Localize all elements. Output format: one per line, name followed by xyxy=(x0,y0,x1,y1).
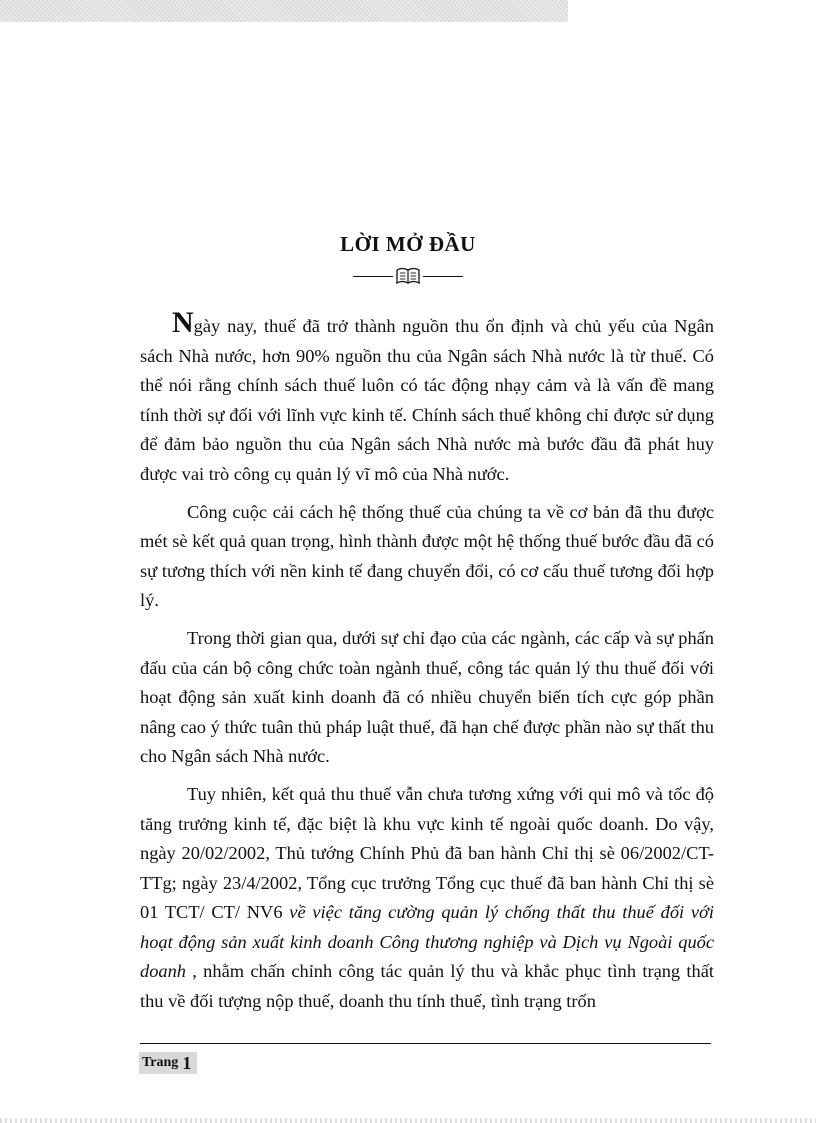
paragraph-3: Trong thời gian qua, dưới sự chỉ đạo của các ngành, các cấp và sự phấn đấu của cán bộ công chức toàn ngành thuế, công tác quản lý thu thuế đối với hoạt động sản xuất kinh doanh đã có nhiều chuyển biến tích cực góp phần nâng cao ý thức tuân thủ pháp luật thuế, đã hạn chế được phần nào sự thất thu cho Ngân sách Nhà nước. xyxy=(140,627,714,767)
paragraph-4-text-start: Tuy nhiên, kết quả thu thuế vẫn chưa tương xứng với qui mô và tốc độ tăng trưởng kinh tế, đặc biệt là khu vực kinh tế ngoài quốc doanh. Do vậy, ngày 20/02/2002, Thủ tướng Chính Phủ đã ban hành Chỉ thị sè 06/2002/CT-TTg; ngày 23/4/2002, Tổng cục trưởng Tổng cục thuế đã ban hành Chỉ thị sè 01 TCT/ CT/ NV6 xyxy=(140,783,714,923)
open-book-icon xyxy=(395,266,421,286)
paragraph-2: Công cuộc cải cách hệ thống thuế của chúng ta về cơ bản đã thu được mét sè kết quả quan trọng, hình thành được một hệ thống thuế bước đầu đã có sự tương thích với nền kinh tế đang chuyển đổi, có cơ cấu thuế tương đối hợp lý. xyxy=(140,501,714,611)
heading-ornament xyxy=(0,266,816,286)
footer-divider xyxy=(140,1043,711,1044)
drop-cap: N xyxy=(172,306,194,339)
document-body xyxy=(140,306,714,1025)
paragraph-1-text: gày nay, thuế đã trở thành nguồn thu ổn định và chủ yếu của Ngân sách Nhà nước, hơn 90% nguồn thu của Ngân sách Nhà nước là từ thuế. Có thể nói rằng chính sách thuế luôn có tác động nhạy cảm và là vấn đề mang tính thời sự đối với lĩnh vực kinh tế. Chính sách thuế không chỉ được sử dụng để đảm bảo nguồn thu của Ngân sách Nhà nước mà bước đầu đã phát huy được vai trò công cụ quản lý vĩ mô của Nhà nước. xyxy=(140,316,714,484)
page-number-badge xyxy=(139,1052,197,1074)
ornament-rule-right xyxy=(423,276,463,277)
ornament-rule-left xyxy=(353,276,393,277)
top-decorative-band xyxy=(0,0,568,22)
paragraph-1 xyxy=(140,306,714,490)
directive-title: về việc tăng cường quản lý chống thất thu thuế đối với hoạt động sản xuất kinh doanh Công thương nghiệp và Dịch vụ Ngoài quốc doanh xyxy=(140,902,714,982)
bottom-decorative-band xyxy=(0,1118,816,1123)
page-label: Trang xyxy=(142,1055,179,1070)
page-heading: LỜI MỞ ĐẦU xyxy=(340,232,476,256)
paragraph-4-text-end: , nhằm chấn chỉnh công tác quản lý thu và khắc phục tình trạng thất thu về đối tượng nộp thuế, doanh thu tính thuế, tình trạng trốn xyxy=(140,961,714,1012)
page-number: 1 xyxy=(182,1052,192,1073)
paragraph-4 xyxy=(140,780,714,1017)
